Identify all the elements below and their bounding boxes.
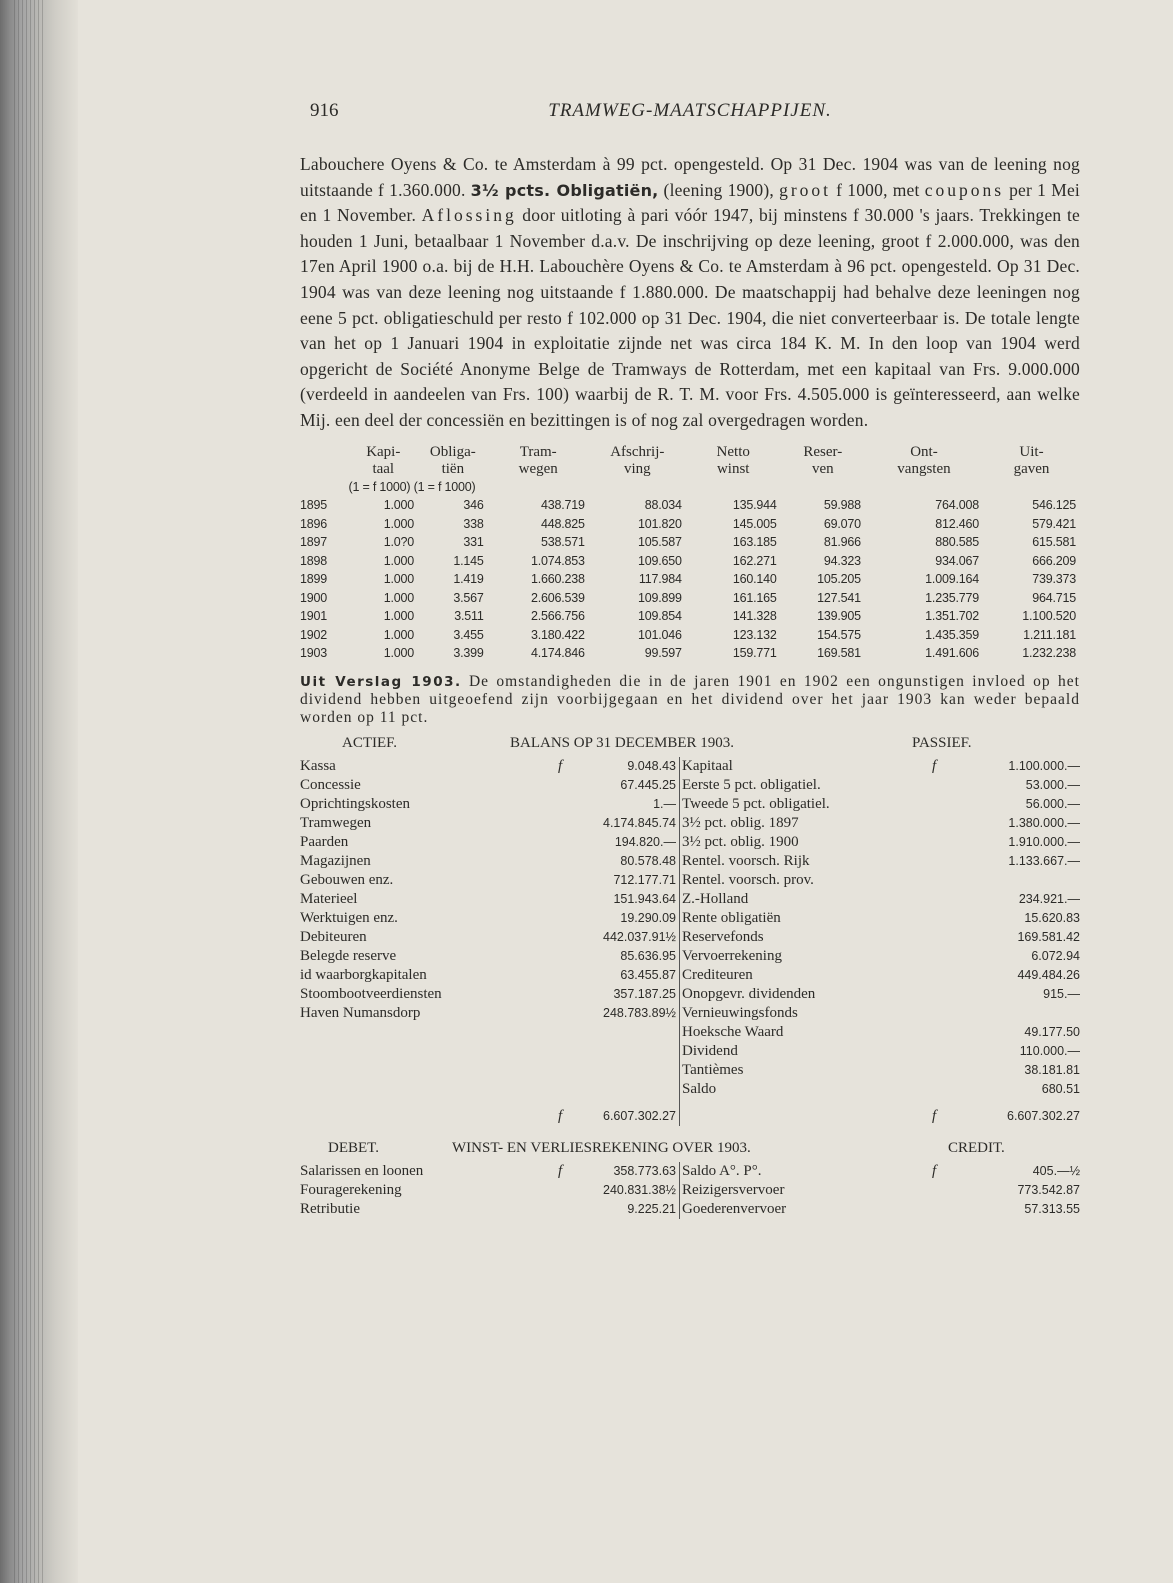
table-cell: 1903 xyxy=(300,646,328,661)
stats-header-cell xyxy=(300,444,348,461)
ledger-left-amount: 712.177.71 xyxy=(613,872,676,887)
ledger-right-amount: 405.—½ xyxy=(1032,1163,1080,1178)
ledger-right-label: Reservefonds xyxy=(680,928,933,947)
table-cell: 3.511 xyxy=(454,609,484,624)
table-cell: 1899 xyxy=(300,572,328,587)
table-cell: 934.067 xyxy=(935,553,979,568)
ledger-left-label: Belegde reserve xyxy=(300,947,397,964)
table-cell: 666.209 xyxy=(1032,553,1076,568)
page-number: 916 xyxy=(310,100,339,121)
ledger-left-amount: 442.037.91½ xyxy=(603,929,676,944)
ledger-total-left-currency: f xyxy=(558,1107,563,1124)
ledger-left-currency xyxy=(558,1080,576,1099)
ledger-right-label: Vervoerrekening xyxy=(680,947,933,966)
stats-header-cell: Reser- xyxy=(803,443,843,460)
stats-header-cell: taal xyxy=(372,460,395,477)
table-cell: 1.660.238 xyxy=(530,572,585,587)
report-heading: Uit Verslag 1903. xyxy=(300,673,462,690)
paragraph-part3: per 1 Mei en 1 November. xyxy=(300,179,1080,226)
ledger-total-right-currency: f xyxy=(932,1107,937,1124)
ledger-left-label xyxy=(300,1042,558,1061)
ledger-right-label: Hoeksche Waard xyxy=(680,1023,933,1042)
table-cell: 109.854 xyxy=(637,609,682,624)
ledger-right-label: Z.-Holland xyxy=(680,890,933,909)
table-row xyxy=(300,589,1080,608)
ledger-left-amount: 1.— xyxy=(653,796,676,811)
stats-header-cell: wegen xyxy=(518,460,558,477)
table-cell: 99.597 xyxy=(644,646,682,661)
ledger-right-currency xyxy=(932,1023,950,1042)
ledger-left-label: Materieel xyxy=(300,890,358,907)
ledger-left-currency xyxy=(558,871,576,890)
ledger-row xyxy=(300,1004,1080,1023)
stats-unit-note: (1 = f 1000) (1 = f 1000) xyxy=(348,479,476,494)
ledger-left-label: Werktuigen enz. xyxy=(300,909,398,926)
table-cell: 1.000 xyxy=(383,609,415,624)
ledger-left-amount xyxy=(576,1042,680,1061)
ledger-left-amount xyxy=(576,1061,680,1080)
table-cell: 117.984 xyxy=(638,572,682,587)
table-cell: 1902 xyxy=(300,627,328,642)
table-cell: 1.232.238 xyxy=(1022,646,1076,661)
table-cell: 964.715 xyxy=(1032,590,1076,605)
ledger-right-amount: 773.542.87 xyxy=(1017,1182,1080,1197)
table-cell: 59.988 xyxy=(823,498,861,513)
ledger-right-label: Saldo xyxy=(680,1080,933,1099)
ledger-right-label: Rente obligatiën xyxy=(680,909,933,928)
ledger-right-label: Saldo A°. P°. xyxy=(680,1162,933,1181)
ledger-row xyxy=(300,1023,1080,1042)
table-cell: 1895 xyxy=(300,498,328,513)
table-cell: 1896 xyxy=(300,516,328,531)
table-cell: 3.455 xyxy=(453,627,484,642)
ledger-left-amount: 4.174.845.74 xyxy=(603,815,676,830)
ledger-right-currency xyxy=(932,909,950,928)
spaced-word-aflossing: Aflossing xyxy=(421,205,517,226)
ledger-right-label: Goederenvervoer xyxy=(680,1200,933,1219)
ledger-row xyxy=(300,928,1080,947)
ledger-total-right: 6.607.302.27 xyxy=(1007,1108,1080,1123)
table-cell: 1.235.779 xyxy=(925,590,979,605)
ledger-left-currency xyxy=(558,1181,576,1200)
table-cell: 579.421 xyxy=(1032,516,1076,531)
ledger-left-label: Kassa xyxy=(300,757,336,774)
table-row xyxy=(300,533,1080,552)
ledger-left-label: Debiteuren xyxy=(300,928,367,945)
ledger-right-currency xyxy=(932,1200,950,1219)
ledger-right-currency xyxy=(932,947,950,966)
table-cell: 1.0?0 xyxy=(383,535,415,550)
ledger-right-currency xyxy=(932,871,950,890)
table-cell: 141.328 xyxy=(732,609,777,624)
stats-header-cell: Ont- xyxy=(910,443,938,460)
ledger-right-currency: f xyxy=(932,757,937,774)
ledger-left-amount: 248.783.89½ xyxy=(603,1005,676,1020)
table-cell: 161.165 xyxy=(732,590,777,605)
stats-header-cell: winst xyxy=(716,460,750,477)
ledger-left-currency xyxy=(558,1042,576,1061)
ledger-left-currency xyxy=(558,776,576,795)
ledger-right-currency xyxy=(932,985,950,1004)
ledger-row xyxy=(300,1200,1080,1219)
obligation-heading: 3½ pcts. Obligatiën, xyxy=(470,180,659,200)
ledger-total-spacer xyxy=(680,1099,933,1126)
stats-header-row-2 xyxy=(300,461,1080,478)
table-cell: 739.373 xyxy=(1032,572,1076,587)
ledger-right-amount xyxy=(950,1004,1080,1023)
ledger-right-label: Dividend xyxy=(680,1042,933,1061)
ledger-row xyxy=(300,1181,1080,1200)
statistics-table xyxy=(300,444,1080,663)
profit-loss-header xyxy=(300,1140,1080,1162)
table-cell: 538.571 xyxy=(541,535,585,550)
ledger-right-amount xyxy=(950,871,1080,890)
table-cell: 1.100.520 xyxy=(1022,609,1076,624)
table-cell: 109.650 xyxy=(637,553,682,568)
ledger-right-amount: 6.072.94 xyxy=(1031,948,1080,963)
ledger-right-label: Vernieuwingsfonds xyxy=(680,1004,933,1023)
table-cell: 139.905 xyxy=(817,609,861,624)
ledger-left-label: Stoombootveerdiensten xyxy=(300,985,442,1002)
ledger-right-label: Tweede 5 pct. obligatiel. xyxy=(680,795,933,814)
table-cell: 69.070 xyxy=(823,516,861,531)
ledger-left-currency xyxy=(558,985,576,1004)
table-cell: 448.825 xyxy=(541,516,585,531)
ledger-row xyxy=(300,871,1080,890)
table-cell: 1.000 xyxy=(383,572,415,587)
ledger-left-currency xyxy=(558,852,576,871)
ledger-left-currency xyxy=(558,795,576,814)
table-cell: 1.000 xyxy=(383,498,415,513)
paragraph-part2: f 1000, met xyxy=(831,179,925,200)
document-page xyxy=(300,100,1080,1219)
table-cell: 812.460 xyxy=(935,516,979,531)
table-cell: 1.351.702 xyxy=(925,609,979,624)
paragraph-intro: Labouchere Oyens & Co. te Amsterdam à 99 pct. opengesteld. Op 31 Dec. 1904 was van de leening nog uitstaande f 1.360.000. xyxy=(300,154,1080,200)
table-cell: 154.575 xyxy=(817,627,861,642)
ledger-left-label: Salarissen en loonen xyxy=(300,1162,424,1179)
table-row xyxy=(300,607,1080,626)
ledger-left-currency xyxy=(558,928,576,947)
ledger-row xyxy=(300,814,1080,833)
ledger-left-amount: 151.943.64 xyxy=(613,891,676,906)
table-cell: 346 xyxy=(463,498,484,513)
table-cell: 2.566.756 xyxy=(530,609,585,624)
spaced-word-groot: groot xyxy=(779,179,832,200)
ledger-right-currency xyxy=(932,928,950,947)
table-cell: 3.567 xyxy=(453,590,484,605)
ledger-right-label: Kapitaal xyxy=(680,757,933,776)
ledger-right-amount: 53.000.— xyxy=(1025,777,1080,792)
ledger-left-currency: f xyxy=(558,757,563,774)
table-cell: 1.145 xyxy=(453,553,484,568)
ledger-right-amount: 1.910.000.— xyxy=(1008,834,1080,849)
table-row xyxy=(300,515,1080,534)
ledger-right-amount: 234.921.— xyxy=(1018,891,1080,906)
ledger-right-currency xyxy=(932,795,950,814)
table-row xyxy=(300,496,1080,515)
stats-header-cell: ven xyxy=(811,460,834,477)
stats-header-cell: Uit- xyxy=(1019,443,1044,460)
ledger-right-amount: 680.51 xyxy=(1041,1081,1080,1096)
ledger-right-amount: 915.— xyxy=(1043,986,1080,1001)
profit-loss-body xyxy=(300,1162,1080,1219)
table-cell: 109.899 xyxy=(637,590,682,605)
ledger-left-amount xyxy=(576,1080,680,1099)
ledger-right-label: Crediteuren xyxy=(680,966,933,985)
ledger-right-amount: 110.000.— xyxy=(1019,1043,1080,1058)
ledger-right-amount: 169.581.42 xyxy=(1017,929,1080,944)
paragraph-part4: door uitloting à pari vóór 1947, bij minstens f 30.000 's jaars. Trekkingen te houden 1 Juni, betaalbaar 1 November d.a.v. De inschrijving op deze leening, groot f 2.000.000, was den 17en April 1900 o.a. bij de H.H. Labouchère Oyens & Co. te Amsterdam à 96 pct. opengesteld. Op 31 Dec. 1904 was van deze leening nog uitstaande f 1.880.000. De maatschappij had behalve deze leeningen nog eene 5 pct. obligatieschuld per resto f 102.000 op 31 Dec. 1904, die niet converteerbaar is. De totale lengte van het op 1 Januari 1904 in exploitatie zijnde net was circa 184 K. M. In den loop van 1904 werd opgericht de Société Anonyme Belge de Tramways de Rotterdam, met een kapitaal van Frs. 9.000.000 (verdeeld in aandeelen van Frs. 100) waarbij de R. T. M. voor Frs. 4.505.000 is geïnteresseerd, aan welke Mij. een deel der concessiën en bezittingen is of nog zal overgedragen worden. xyxy=(300,205,1080,430)
table-cell: 3.180.422 xyxy=(530,627,585,642)
table-cell: 331 xyxy=(463,535,484,550)
table-cell: 2.606.539 xyxy=(530,590,585,605)
ledger-row xyxy=(300,833,1080,852)
table-cell: 1897 xyxy=(300,535,328,550)
ledger-right-currency xyxy=(932,776,950,795)
pl-center-title: WINST- EN VERLIESREKENING OVER 1903. xyxy=(452,1139,751,1156)
table-cell: 169.581 xyxy=(817,646,861,661)
ledger-left-currency xyxy=(558,1023,576,1042)
table-cell: 1900 xyxy=(300,590,328,605)
ledger-right-currency xyxy=(932,1004,950,1023)
table-cell: 1.491.606 xyxy=(925,646,979,661)
table-cell: 94.323 xyxy=(823,553,861,568)
table-cell: 163.185 xyxy=(732,535,777,550)
table-cell: 101.820 xyxy=(637,516,682,531)
ledger-left-label: Haven Numansdorp xyxy=(300,1004,421,1021)
ledger-left-amount: 358.773.63 xyxy=(613,1163,676,1178)
ledger-right-amount: 49.177.50 xyxy=(1024,1024,1080,1039)
ledger-left-label: Fouragerekening xyxy=(300,1181,402,1198)
stats-body xyxy=(300,496,1080,663)
table-cell: 3.399 xyxy=(453,646,484,661)
table-cell: 1.074.853 xyxy=(530,553,585,568)
ledger-right-amount: 1.100.000.— xyxy=(1008,758,1080,773)
ledger-left-amount: 9.048.43 xyxy=(627,758,676,773)
table-cell: 1.000 xyxy=(383,590,415,605)
ledger-left-label: Oprichtingskosten xyxy=(300,795,410,812)
ledger-left-amount xyxy=(576,1023,680,1042)
table-cell: 160.140 xyxy=(732,572,777,587)
table-cell: 105.587 xyxy=(637,535,682,550)
ledger-left-currency xyxy=(558,1061,576,1080)
table-row xyxy=(300,570,1080,589)
stats-header-cell: Netto xyxy=(716,443,750,460)
stats-header-cell: Tram- xyxy=(519,443,557,460)
ledger-left-currency xyxy=(558,814,576,833)
table-cell: 81.966 xyxy=(823,535,861,550)
ledger-right-label: Rentel. voorsch. Rijk xyxy=(680,852,933,871)
table-cell: 338 xyxy=(463,516,484,531)
table-cell: 159.771 xyxy=(732,646,777,661)
ledger-left-currency xyxy=(558,947,576,966)
pl-right-title: CREDIT. xyxy=(948,1139,1005,1156)
ledger-left-amount: 85.636.95 xyxy=(620,948,676,963)
table-cell: 1898 xyxy=(300,553,328,568)
table-cell: 1.000 xyxy=(383,553,415,568)
ledger-left-currency xyxy=(558,833,576,852)
table-cell: 4.174.846 xyxy=(530,646,585,661)
ledger-left-label: Concessie xyxy=(300,776,361,793)
ledger-left-amount: 19.290.09 xyxy=(620,910,676,925)
ledger-left-label: Gebouwen enz. xyxy=(300,871,394,888)
spaced-word-coupons: coupons xyxy=(924,179,1005,200)
ledger-left-amount: 194.820.— xyxy=(614,834,676,849)
balance-right-title: PASSIEF. xyxy=(912,734,972,751)
ledger-right-label: 3½ pct. oblig. 1900 xyxy=(680,833,933,852)
ledger-right-amount: 56.000.— xyxy=(1025,796,1080,811)
ledger-left-currency: f xyxy=(558,1162,563,1179)
ledger-right-amount: 449.484.26 xyxy=(1017,967,1080,982)
ledger-left-amount: 357.187.25 xyxy=(613,986,676,1001)
ledger-right-currency xyxy=(932,1181,950,1200)
ledger-row xyxy=(300,909,1080,928)
ledger-left-label xyxy=(300,1023,558,1042)
ledger-right-label: Rentel. voorsch. prov. xyxy=(680,871,933,890)
stats-header-cell: ving xyxy=(623,460,651,477)
table-cell: 162.271 xyxy=(732,553,777,568)
ledger-row xyxy=(300,852,1080,871)
ledger-row xyxy=(300,757,1080,776)
table-cell: 1.000 xyxy=(383,646,415,661)
ledger-right-currency xyxy=(932,1061,950,1080)
stats-header-cell: gaven xyxy=(1013,460,1050,477)
ledger-row xyxy=(300,966,1080,985)
ledger-right-label: Tantièmes xyxy=(680,1061,933,1080)
page-header xyxy=(300,100,1080,132)
ledger-right-label: 3½ pct. oblig. 1897 xyxy=(680,814,933,833)
ledger-left-currency xyxy=(558,1004,576,1023)
report-text: De omstandigheden die in de jaren 1901 en 1902 een ongunstigen invloed op het dividend hebben uitgeoefend zijn voorbijgegaan en het dividend over het jaar 1903 kan weder bepaald worden op 11 pct. xyxy=(300,672,1080,726)
table-cell: 1.211.181 xyxy=(1023,627,1076,642)
table-cell: 88.034 xyxy=(644,498,682,513)
table-cell: 1.435.359 xyxy=(925,627,979,642)
running-title: TRAMWEG-MAATSCHAPPIJEN. xyxy=(548,100,832,121)
balance-sheet-body xyxy=(300,757,1080,1126)
table-cell: 1.009.164 xyxy=(925,572,979,587)
ledger-left-label: Paarden xyxy=(300,833,349,850)
stats-header-cell xyxy=(300,461,348,478)
ledger-left-amount: 9.225.21 xyxy=(627,1201,676,1216)
stats-unit-row xyxy=(300,478,1080,497)
ledger-row xyxy=(300,795,1080,814)
ledger-row xyxy=(300,776,1080,795)
ledger-row xyxy=(300,1162,1080,1181)
ledger-right-currency xyxy=(932,890,950,909)
ledger-row xyxy=(300,947,1080,966)
table-cell: 135.944 xyxy=(732,498,777,513)
ledger-left-label: Tramwegen xyxy=(300,814,372,831)
stats-header-cell: Afschrij- xyxy=(610,443,665,460)
table-cell: 438.719 xyxy=(541,498,585,513)
ledger-right-amount: 15.620.83 xyxy=(1024,910,1080,925)
ledger-total-spacer xyxy=(300,1099,558,1126)
ledger-right-label: Reizigersvervoer xyxy=(680,1181,933,1200)
ledger-total-left: 6.607.302.27 xyxy=(603,1108,676,1123)
table-cell: 127.541 xyxy=(817,590,861,605)
ledger-right-currency: f xyxy=(932,1162,937,1179)
table-row xyxy=(300,626,1080,645)
profit-loss-table xyxy=(300,1162,1080,1219)
ledger-left-amount: 240.831.38½ xyxy=(603,1182,676,1197)
balance-left-title: ACTIEF. xyxy=(342,734,398,751)
table-cell: 546.125 xyxy=(1032,498,1076,513)
ledger-right-currency xyxy=(932,833,950,852)
ledger-left-currency xyxy=(558,1200,576,1219)
annual-report-paragraph xyxy=(300,673,1080,727)
ledger-right-amount: 1.380.000.— xyxy=(1008,815,1080,830)
table-cell: 880.585 xyxy=(935,535,979,550)
ledger-left-currency xyxy=(558,909,576,928)
ledger-row xyxy=(300,890,1080,909)
book-binding-edge xyxy=(0,0,78,1583)
ledger-right-currency xyxy=(932,852,950,871)
ledger-row xyxy=(300,1080,1080,1099)
stats-header-row-1 xyxy=(300,444,1080,461)
table-cell: 123.132 xyxy=(732,627,777,642)
ledger-left-currency xyxy=(558,966,576,985)
table-row xyxy=(300,552,1080,571)
table-cell: 145.005 xyxy=(732,516,777,531)
table-cell: 101.046 xyxy=(637,627,682,642)
table-cell: 1901 xyxy=(300,609,328,624)
ledger-left-amount: 67.445.25 xyxy=(620,777,676,792)
ledger-left-label xyxy=(300,1080,558,1099)
ledger-right-currency xyxy=(932,966,950,985)
table-cell: 615.581 xyxy=(1032,535,1076,550)
ledger-right-currency xyxy=(932,1080,950,1099)
ledger-right-currency xyxy=(932,1042,950,1061)
table-cell: 105.205 xyxy=(817,572,861,587)
ledger-row xyxy=(300,985,1080,1004)
main-paragraph xyxy=(300,152,1080,434)
ledger-left-currency xyxy=(558,890,576,909)
ledger-left-label: id waarborgkapitalen xyxy=(300,966,427,983)
stats-header-cell: Obliga- xyxy=(429,443,476,460)
table-row xyxy=(300,644,1080,663)
table-cell: 764.008 xyxy=(935,498,979,513)
stats-header-cell: Kapi- xyxy=(366,443,401,460)
table-cell: 1.000 xyxy=(383,627,415,642)
ledger-total-row xyxy=(300,1099,1080,1126)
stats-header-cell: vangsten xyxy=(897,460,951,477)
balance-sheet-table xyxy=(300,757,1080,1126)
ledger-left-label: Magazijnen xyxy=(300,852,371,869)
ledger-right-label: Onopgevr. dividenden xyxy=(680,985,933,1004)
ledger-right-amount: 38.181.81 xyxy=(1024,1062,1080,1077)
stats-header-cell: tiën xyxy=(441,460,465,477)
stats-unit-spacer xyxy=(300,478,348,497)
ledger-row xyxy=(300,1042,1080,1061)
ledger-left-amount: 80.578.48 xyxy=(620,853,676,868)
paragraph-part1: (leening 1900), xyxy=(658,179,780,200)
ledger-right-amount: 1.133.667.— xyxy=(1008,853,1080,868)
balance-sheet-header xyxy=(300,735,1080,757)
ledger-right-amount: 57.313.55 xyxy=(1024,1201,1080,1216)
ledger-left-amount: 63.455.87 xyxy=(620,967,676,982)
table-cell: 1.419 xyxy=(453,572,484,587)
ledger-row xyxy=(300,1061,1080,1080)
table-cell: 1.000 xyxy=(383,516,415,531)
balance-center-title: BALANS OP 31 DECEMBER 1903. xyxy=(510,734,735,751)
ledger-right-currency xyxy=(932,814,950,833)
pl-left-title: DEBET. xyxy=(328,1139,379,1156)
ledger-right-label: Eerste 5 pct. obligatiel. xyxy=(680,776,933,795)
ledger-left-label: Retributie xyxy=(300,1200,360,1217)
ledger-left-label xyxy=(300,1061,558,1080)
